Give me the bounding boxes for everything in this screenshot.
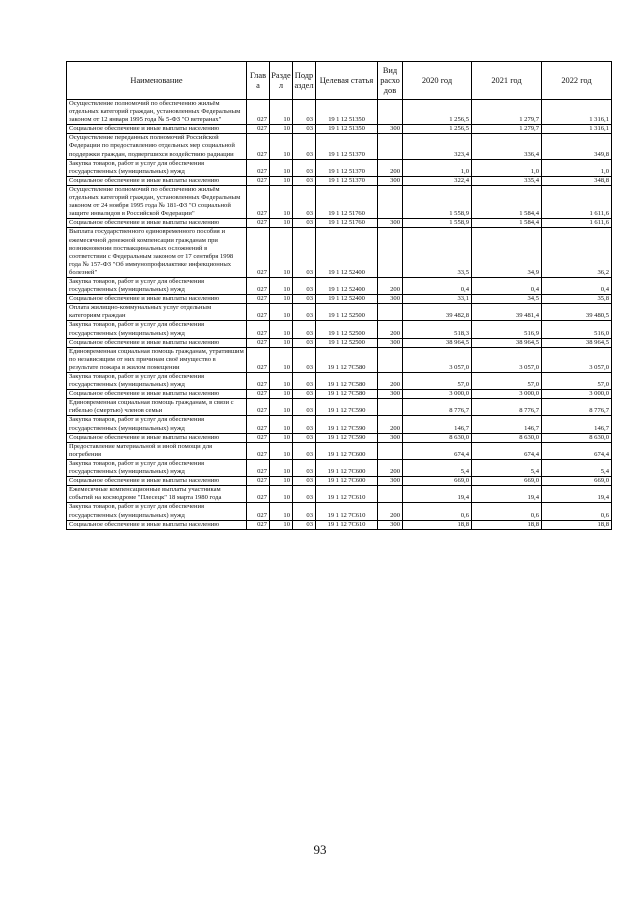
cell-2021: 1 584,4 (472, 185, 542, 218)
cell-name: Социальное обеспечение и иные выплаты населению (67, 338, 247, 347)
cell-2021: 1,0 (472, 159, 542, 176)
cell-2022: 38 964,5 (542, 338, 612, 347)
header-article: Целевая статья (316, 62, 378, 100)
cell-2020: 1 256,5 (403, 100, 472, 125)
cell-2022: 18,8 (542, 520, 612, 529)
cell-2020: 1 558,9 (403, 219, 472, 228)
cell-2022: 39 480,5 (542, 304, 612, 321)
cell-vid: 300 (378, 338, 403, 347)
cell-2021: 0,6 (472, 503, 542, 520)
table-row (67, 159, 612, 176)
cell-glava: 027 (247, 125, 270, 134)
cell-razdel: 10 (270, 347, 293, 372)
table-row (67, 100, 612, 125)
cell-2020: 33,5 (403, 228, 472, 278)
cell-podrazdel: 03 (293, 486, 316, 503)
cell-podrazdel: 03 (293, 304, 316, 321)
cell-glava: 027 (247, 373, 270, 390)
cell-razdel: 10 (270, 390, 293, 399)
cell-razdel: 10 (270, 228, 293, 278)
header-name: Наименование (67, 62, 247, 100)
cell-article: 19 1 12 51350 (316, 125, 378, 134)
cell-2021: 8 630,0 (472, 433, 542, 442)
cell-razdel: 10 (270, 321, 293, 338)
cell-2020: 674,4 (403, 442, 472, 459)
cell-2020: 5,4 (403, 459, 472, 476)
cell-glava: 027 (247, 416, 270, 433)
cell-article: 19 1 12 51370 (316, 176, 378, 185)
cell-2022: 0,4 (542, 277, 612, 294)
cell-name: Социальное обеспечение и иные выплаты населению (67, 390, 247, 399)
cell-glava: 027 (247, 338, 270, 347)
cell-glava: 027 (247, 486, 270, 503)
cell-article: 19 1 12 7С580 (316, 373, 378, 390)
table-row (67, 228, 612, 278)
table-row (67, 390, 612, 399)
cell-podrazdel: 03 (293, 228, 316, 278)
cell-glava: 027 (247, 390, 270, 399)
cell-vid: 300 (378, 477, 403, 486)
cell-2022: 1 316,1 (542, 125, 612, 134)
cell-podrazdel: 03 (293, 373, 316, 390)
cell-razdel: 10 (270, 295, 293, 304)
header-2020: 2020 год (403, 62, 472, 100)
cell-article: 19 1 12 7С590 (316, 399, 378, 416)
header-2022: 2022 год (542, 62, 612, 100)
cell-2020: 0,4 (403, 277, 472, 294)
cell-2020: 8 630,0 (403, 433, 472, 442)
cell-razdel: 10 (270, 520, 293, 529)
cell-glava: 027 (247, 159, 270, 176)
cell-vid: 300 (378, 219, 403, 228)
cell-glava: 027 (247, 295, 270, 304)
cell-article: 19 1 12 7С610 (316, 503, 378, 520)
cell-name: Предоставление материальной и иной помощи для погребения (67, 442, 247, 459)
table-row (67, 520, 612, 529)
cell-name: Ежемесячные компенсационные выплаты участникам событий на космодроме "Плесецк" 18 марта 1980 года (67, 486, 247, 503)
cell-2020: 39 482,8 (403, 304, 472, 321)
cell-name: Осуществление переданных полномочий Российской Федерации по предоставлению отдельных мер социальной поддержки граждан, подвергшихся воздействию радиации (67, 134, 247, 159)
cell-2022: 8 630,0 (542, 433, 612, 442)
cell-2022: 1 611,6 (542, 219, 612, 228)
cell-2022: 5,4 (542, 459, 612, 476)
cell-vid: 300 (378, 390, 403, 399)
cell-2020: 1 256,5 (403, 125, 472, 134)
cell-vid: 300 (378, 433, 403, 442)
table-row (67, 433, 612, 442)
cell-2021: 39 481,4 (472, 304, 542, 321)
cell-glava: 027 (247, 176, 270, 185)
cell-2021: 1 279,7 (472, 100, 542, 125)
cell-article: 19 1 12 51370 (316, 159, 378, 176)
cell-2020: 8 776,7 (403, 399, 472, 416)
cell-2022: 35,8 (542, 295, 612, 304)
cell-2021: 669,0 (472, 477, 542, 486)
cell-vid (378, 399, 403, 416)
cell-2020: 0,6 (403, 503, 472, 520)
cell-2021: 1 584,4 (472, 219, 542, 228)
page-number: 93 (313, 842, 327, 857)
cell-razdel: 10 (270, 477, 293, 486)
cell-podrazdel: 03 (293, 125, 316, 134)
table-row (67, 219, 612, 228)
cell-podrazdel: 03 (293, 503, 316, 520)
cell-2020: 38 964,5 (403, 338, 472, 347)
cell-name: Закупка товаров, работ и услуг для обеспечения государственных (муниципальных) нужд (67, 373, 247, 390)
cell-glava: 027 (247, 459, 270, 476)
cell-name: Закупка товаров, работ и услуг для обеспечения государственных (муниципальных) нужд (67, 416, 247, 433)
cell-2020: 19,4 (403, 486, 472, 503)
cell-name: Социальное обеспечение и иные выплаты населению (67, 433, 247, 442)
table-header-row (67, 62, 612, 100)
cell-2021: 516,9 (472, 321, 542, 338)
cell-vid (378, 134, 403, 159)
cell-2020: 3 057,0 (403, 347, 472, 372)
cell-podrazdel: 03 (293, 277, 316, 294)
cell-2020: 322,4 (403, 176, 472, 185)
cell-2020: 669,0 (403, 477, 472, 486)
cell-2021: 19,4 (472, 486, 542, 503)
table-row (67, 416, 612, 433)
cell-podrazdel: 03 (293, 433, 316, 442)
table-row (67, 304, 612, 321)
cell-podrazdel: 03 (293, 347, 316, 372)
cell-vid (378, 486, 403, 503)
cell-2020: 18,8 (403, 520, 472, 529)
cell-vid (378, 347, 403, 372)
cell-podrazdel: 03 (293, 477, 316, 486)
cell-name: Закупка товаров, работ и услуг для обеспечения государственных (муниципальных) нужд (67, 503, 247, 520)
cell-podrazdel: 03 (293, 176, 316, 185)
cell-2022: 669,0 (542, 477, 612, 486)
cell-podrazdel: 03 (293, 520, 316, 529)
header-2021: 2021 год (472, 62, 542, 100)
cell-article: 19 1 12 7С600 (316, 459, 378, 476)
cell-vid: 200 (378, 159, 403, 176)
cell-razdel: 10 (270, 433, 293, 442)
cell-podrazdel: 03 (293, 416, 316, 433)
cell-razdel: 10 (270, 277, 293, 294)
cell-vid: 200 (378, 459, 403, 476)
cell-vid (378, 228, 403, 278)
cell-vid: 300 (378, 520, 403, 529)
cell-2022: 36,2 (542, 228, 612, 278)
cell-name: Закупка товаров, работ и услуг для обеспечения государственных (муниципальных) нужд (67, 459, 247, 476)
cell-2022: 3 057,0 (542, 347, 612, 372)
cell-article: 19 1 12 7С590 (316, 433, 378, 442)
cell-name: Выплата государственного единовременного пособия и ежемесячной денежной компенсации гражданам при возникновении поствакцинальных осложнений в соответствии с Федеральным законом от 17 сентября 1998 года № 157-ФЗ "Об иммунопрофилактике инфекционных болезней" (67, 228, 247, 278)
cell-2022: 146,7 (542, 416, 612, 433)
cell-glava: 027 (247, 442, 270, 459)
cell-name: Закупка товаров, работ и услуг для обеспечения государственных (муниципальных) нужд (67, 321, 247, 338)
cell-2021: 18,8 (472, 520, 542, 529)
cell-razdel: 10 (270, 399, 293, 416)
cell-2021: 57,0 (472, 373, 542, 390)
cell-razdel: 10 (270, 219, 293, 228)
table-row (67, 338, 612, 347)
cell-name: Единовременная социальная помощь гражданам, утратившим по независящим от них причинам своё имущество в результате пожара в жилом помещении (67, 347, 247, 372)
cell-podrazdel: 03 (293, 100, 316, 125)
cell-vid (378, 100, 403, 125)
table-row (67, 185, 612, 218)
cell-razdel: 10 (270, 338, 293, 347)
cell-name: Оплата жилищно-коммунальных услуг отдельным категориям граждан (67, 304, 247, 321)
cell-article: 19 1 12 51370 (316, 134, 378, 159)
cell-vid: 300 (378, 295, 403, 304)
cell-vid (378, 304, 403, 321)
cell-razdel: 10 (270, 176, 293, 185)
cell-2022: 8 776,7 (542, 399, 612, 416)
cell-article: 19 1 12 51760 (316, 185, 378, 218)
cell-article: 19 1 12 52400 (316, 295, 378, 304)
cell-vid: 200 (378, 416, 403, 433)
header-razdel: Разде л (270, 62, 293, 100)
cell-2021: 38 964,5 (472, 338, 542, 347)
cell-razdel: 10 (270, 442, 293, 459)
cell-name: Социальное обеспечение и иные выплаты населению (67, 176, 247, 185)
cell-2021: 8 776,7 (472, 399, 542, 416)
cell-glava: 027 (247, 399, 270, 416)
cell-razdel: 10 (270, 503, 293, 520)
cell-razdel: 10 (270, 185, 293, 218)
cell-vid: 200 (378, 321, 403, 338)
cell-glava: 027 (247, 100, 270, 125)
cell-2022: 516,0 (542, 321, 612, 338)
cell-2021: 335,4 (472, 176, 542, 185)
cell-article: 19 1 12 7С580 (316, 347, 378, 372)
cell-name: Социальное обеспечение и иные выплаты населению (67, 295, 247, 304)
table-row (67, 134, 612, 159)
table-row (67, 442, 612, 459)
cell-article: 19 1 12 52400 (316, 228, 378, 278)
cell-podrazdel: 03 (293, 459, 316, 476)
cell-article: 19 1 12 7С580 (316, 390, 378, 399)
cell-glava: 027 (247, 321, 270, 338)
cell-2022: 0,6 (542, 503, 612, 520)
cell-2020: 518,3 (403, 321, 472, 338)
cell-article: 19 1 12 51760 (316, 219, 378, 228)
cell-2022: 1,0 (542, 159, 612, 176)
cell-name: Социальное обеспечение и иные выплаты населению (67, 520, 247, 529)
cell-vid (378, 185, 403, 218)
cell-2020: 3 000,0 (403, 390, 472, 399)
header-podrazdel: Подр аздел (293, 62, 316, 100)
cell-2021: 3 057,0 (472, 347, 542, 372)
header-vid: Вид расхо дов (378, 62, 403, 100)
cell-razdel: 10 (270, 159, 293, 176)
table-row (67, 477, 612, 486)
cell-razdel: 10 (270, 134, 293, 159)
cell-razdel: 10 (270, 125, 293, 134)
cell-2022: 1 316,1 (542, 100, 612, 125)
budget-table (66, 61, 612, 530)
cell-vid: 200 (378, 373, 403, 390)
cell-2021: 0,4 (472, 277, 542, 294)
cell-2021: 146,7 (472, 416, 542, 433)
cell-glava: 027 (247, 304, 270, 321)
cell-podrazdel: 03 (293, 390, 316, 399)
cell-2020: 1,0 (403, 159, 472, 176)
cell-podrazdel: 03 (293, 219, 316, 228)
cell-2020: 57,0 (403, 373, 472, 390)
cell-2020: 146,7 (403, 416, 472, 433)
cell-glava: 027 (247, 185, 270, 218)
table-row (67, 459, 612, 476)
cell-razdel: 10 (270, 486, 293, 503)
cell-2021: 336,4 (472, 134, 542, 159)
cell-podrazdel: 03 (293, 134, 316, 159)
header-glava: Глав а (247, 62, 270, 100)
cell-name: Социальное обеспечение и иные выплаты населению (67, 219, 247, 228)
cell-name: Единовременная социальная помощь гражданам, в связи с гибелью (смертью) членов семьи (67, 399, 247, 416)
cell-2021: 34,5 (472, 295, 542, 304)
cell-name: Закупка товаров, работ и услуг для обеспечения государственных (муниципальных) нужд (67, 159, 247, 176)
cell-article: 19 1 12 7С600 (316, 477, 378, 486)
cell-2022: 3 000,0 (542, 390, 612, 399)
cell-podrazdel: 03 (293, 399, 316, 416)
table-row (67, 486, 612, 503)
table-row (67, 503, 612, 520)
cell-vid: 300 (378, 176, 403, 185)
cell-vid: 200 (378, 503, 403, 520)
cell-vid (378, 442, 403, 459)
cell-razdel: 10 (270, 373, 293, 390)
cell-name: Социальное обеспечение и иные выплаты населению (67, 125, 247, 134)
cell-glava: 027 (247, 277, 270, 294)
table-row (67, 321, 612, 338)
cell-razdel: 10 (270, 100, 293, 125)
cell-2021: 34,9 (472, 228, 542, 278)
cell-podrazdel: 03 (293, 321, 316, 338)
cell-article: 19 1 12 7С600 (316, 442, 378, 459)
cell-article: 19 1 12 52500 (316, 304, 378, 321)
cell-razdel: 10 (270, 304, 293, 321)
cell-article: 19 1 12 7С610 (316, 520, 378, 529)
cell-glava: 027 (247, 477, 270, 486)
table-row (67, 373, 612, 390)
cell-2020: 33,1 (403, 295, 472, 304)
cell-article: 19 1 12 7С610 (316, 486, 378, 503)
cell-podrazdel: 03 (293, 295, 316, 304)
cell-glava: 027 (247, 228, 270, 278)
cell-podrazdel: 03 (293, 338, 316, 347)
cell-podrazdel: 03 (293, 159, 316, 176)
cell-2022: 348,8 (542, 176, 612, 185)
table-row (67, 347, 612, 372)
cell-glava: 027 (247, 503, 270, 520)
cell-2020: 323,4 (403, 134, 472, 159)
cell-2022: 349,8 (542, 134, 612, 159)
cell-glava: 027 (247, 219, 270, 228)
table-row (67, 295, 612, 304)
cell-name: Закупка товаров, работ и услуг для обеспечения государственных (муниципальных) нужд (67, 277, 247, 294)
cell-podrazdel: 03 (293, 185, 316, 218)
cell-2022: 57,0 (542, 373, 612, 390)
table-row (67, 399, 612, 416)
table-row (67, 277, 612, 294)
cell-2022: 674,4 (542, 442, 612, 459)
cell-2021: 5,4 (472, 459, 542, 476)
cell-2022: 19,4 (542, 486, 612, 503)
cell-article: 19 1 12 7С590 (316, 416, 378, 433)
cell-2022: 1 611,6 (542, 185, 612, 218)
cell-name: Социальное обеспечение и иные выплаты населению (67, 477, 247, 486)
table-body (67, 100, 612, 530)
cell-2020: 1 558,9 (403, 185, 472, 218)
cell-glava: 027 (247, 520, 270, 529)
cell-glava: 027 (247, 347, 270, 372)
cell-podrazdel: 03 (293, 442, 316, 459)
table-row (67, 176, 612, 185)
cell-article: 19 1 12 52500 (316, 338, 378, 347)
cell-vid: 300 (378, 125, 403, 134)
cell-2021: 674,4 (472, 442, 542, 459)
cell-glava: 027 (247, 433, 270, 442)
cell-razdel: 10 (270, 459, 293, 476)
cell-article: 19 1 12 52400 (316, 277, 378, 294)
cell-glava: 027 (247, 134, 270, 159)
cell-2021: 1 279,7 (472, 125, 542, 134)
cell-2021: 3 000,0 (472, 390, 542, 399)
cell-razdel: 10 (270, 416, 293, 433)
cell-name: Осуществление полномочий по обеспечению жильём отдельных категорий граждан, установленных Федеральным законом от 24 ноября 1995 года № 181-ФЗ "О социальной защите инвалидов в Российской Федерации" (67, 185, 247, 218)
table-row (67, 125, 612, 134)
cell-article: 19 1 12 51350 (316, 100, 378, 125)
cell-vid: 200 (378, 277, 403, 294)
cell-article: 19 1 12 52500 (316, 321, 378, 338)
cell-name: Осуществление полномочий по обеспечению жильём отдельных категорий граждан, установленных Федеральным законом от 12 января 1995 года № 5-ФЗ "О ветеранах" (67, 100, 247, 125)
